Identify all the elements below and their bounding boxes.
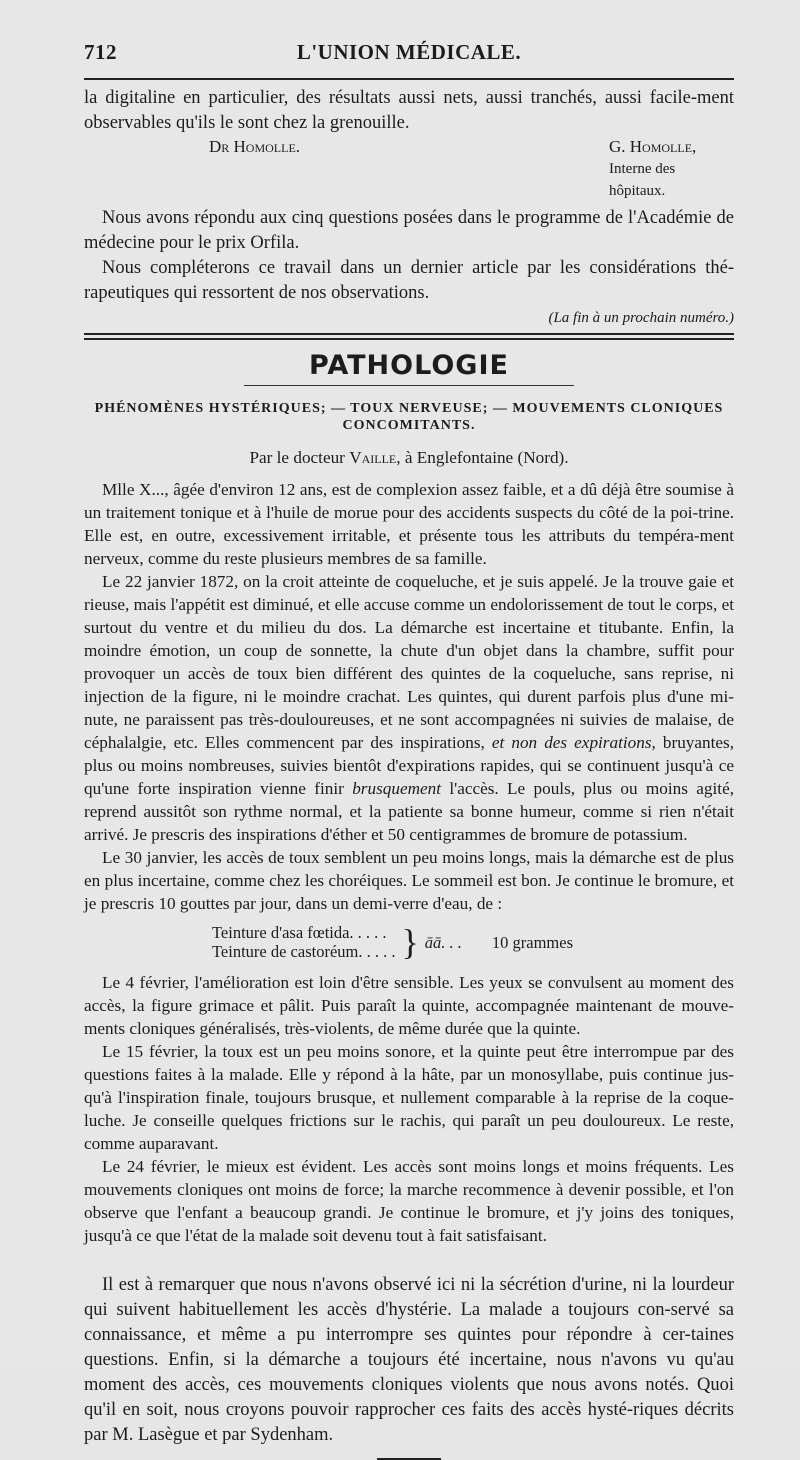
article-paragraph-4: Le 4 février, l'amélioration est loin d'être sensible. Les yeux se convulsent au moment des accès, la figure grimace et pâlit. Puis paraît la quinte, accompagnée maintenant de mouve-ments cloniques généralisés, très-violents, de même durée que la quinte.: [84, 973, 734, 1038]
commentary-paragraph: Il est à remarquer que nous n'avons observé ici ni la sécrétion d'urine, ni la lourdeur qui suivent habituellement les accès d'hystérie. La malade a toujours con-servé sa connaissance, et même a pu interrompre ses quintes pour répondre à cer-taines questions. Enfin, si la démarche a toujours été incertaine, nous n'avons vu qu'au moment des accès, ces mouvements cloniques violents que nous avons notés. Quoi qu'il en soit, nous croyons pouvoir rapprocher ces faits des accès hysté-riques décrits par M. Lasègue et par Sydenham.: [84, 1275, 734, 1445]
signature-right-name: G. Homolle,: [609, 137, 697, 156]
article-paragraph-2: [84, 570, 734, 846]
header-rule: [84, 78, 734, 80]
commentary-block: [84, 1273, 734, 1448]
closing-block: [84, 206, 734, 306]
formula-line-2: Teinture de castoréum. . . . .: [212, 942, 396, 961]
p2-italic-2: brusquement: [352, 779, 441, 798]
p2-text-1: Le 22 janvier 1872, on la croit atteinte de coqueluche, et je suis appelé. Je la trouve gaie et rieuse, mais l'appétit est diminué, et elle accuse comme un endolorissement de tout le corps, et surtout du ventre et du milieu du dos. La démarche est incertaine et titubante. Enfin, la moindre émotion, un coup de sonnette, la chute d'un objet dans la chambre, suffit pour provoquer un accès de toux bien différent des quintes de la coqueluche, sans reprise, ni injection de la figure, ni le moindre crachat. Les quintes, qui durent parfois plus d'une mi-nute, ne paraissent pas très-douloureuses, et ne sont accompagnées ni suivies de malaise, de céphalalgie, etc. Elles commencent par des inspirations,: [84, 572, 734, 752]
article-paragraph-5: Le 15 février, la toux est un peu moins sonore, et la quinte peut être interrompue par des questions faites à la malade. Elle y répond à la hâte, par un monosyllabe, puis continue jus-qu'à l'inspiration finale, toujours brusque, et nullement comparable à la reprise de la coque-luche. Je conseille quelques frictions sur le rachis, qui paraît un peu douloureux. Le reste, comme auparavant.: [84, 1042, 734, 1153]
signatures: [84, 136, 734, 202]
section-divider: [84, 333, 734, 340]
signature-right: [509, 136, 734, 202]
brace-icon: }: [401, 922, 419, 962]
intro-paragraph: la digitaline en particulier, des résultats aussi nets, aussi tranchés, aussi facile-ment observables qu'ils le sont chez la grenouille.: [84, 88, 734, 133]
signature-left: Dr Homolle.: [209, 137, 301, 156]
section-title-rule: [244, 385, 574, 386]
page-number: 712: [84, 40, 117, 64]
p2-italic-1: et non des expirations: [491, 733, 652, 752]
byline-prefix: Par le docteur: [249, 448, 345, 467]
previous-article-ending: [84, 86, 734, 136]
byline: [84, 448, 734, 468]
byline-author: Vaille: [349, 448, 397, 467]
spacer: [84, 1247, 734, 1273]
byline-suffix: , à Englefontaine (Nord).: [396, 448, 569, 467]
article-paragraph-3: Le 30 janvier, les accès de toux semblent un peu moins longs, mais la démarche est de plus en plus incertaine, comme chez les choréiques. Le sommeil est bon. Je continue le bromure, et je prescris 10 gouttes par jour, dans un demi-verre d'eau, de :: [84, 848, 734, 913]
closing-paragraph-2: Nous compléterons ce travail dans un dernier article par les considérations thé-rapeutiques qui ressortent de nos observations.: [84, 258, 734, 303]
formula-line-1: Teinture d'asa fœtida. . . . .: [212, 923, 387, 942]
article-paragraph-6: Le 24 février, le mieux est évident. Les accès sont moins longs et moins fréquents. Les mouvements cloniques ont moins de force; la marche recommence à devenir possible, et l'on observe que l'enfant a beaucoup grandi. Je continue le bromure, et j'y joins des toniques, jusqu'à ce que l'état de la malade soit devenu tout à fait satisfaisant.: [84, 1157, 734, 1245]
formula-quantity: 10 grammes: [491, 932, 574, 952]
section-title: PATHOLOGIE: [309, 350, 509, 381]
signature-right-role: Interne des hôpitaux.: [609, 161, 676, 199]
journal-title: L'UNION MÉDICALE.: [296, 40, 522, 64]
page-header: [84, 40, 734, 74]
prescription-formula: [212, 923, 734, 961]
p2-text-2: , bruyantes, plus ou moins nombreuses, suivies bientôt d'expirations rapides, qui se continuent jusqu'à ce qu'une forte inspiration vienne finir: [84, 733, 735, 798]
article-title: PHÉNOMÈNES HYSTÉRIQUES; — TOUX NERVEUSE; — MOUVEMENTS CLONIQUES CONCOMITANTS.: [94, 401, 724, 433]
p2-text-3: l'accès. Le pouls, plus ou moins agité, reprend aussitôt son rythme normal, et la patiente sa bonne humeur, comme si rien n'était arrivé. Je prescris des inspirations d'éther et 50 centigrammes de bromure de potassium.: [84, 779, 734, 844]
closing-paragraph-1: Nous avons répondu aux cinq questions posées dans le programme de l'Académie de médecine pour le prix Orfila.: [84, 208, 734, 253]
formula-ana: āā. . .: [424, 932, 462, 952]
article-paragraph-1: Mlle X..., âgée d'environ 12 ans, est de complexion assez faible, et a dû déjà être soumise à un traitement tonique et à l'huile de morue pour des accidents suspects du côté de la poi-trine. Elle est, en outre, excessivement irritable, et présente tous les attributs du tempéra-ment nerveux, comme du reste plusieurs membres de sa famille.: [84, 480, 734, 568]
continued-note: (La fin à un prochain numéro.): [548, 310, 734, 326]
